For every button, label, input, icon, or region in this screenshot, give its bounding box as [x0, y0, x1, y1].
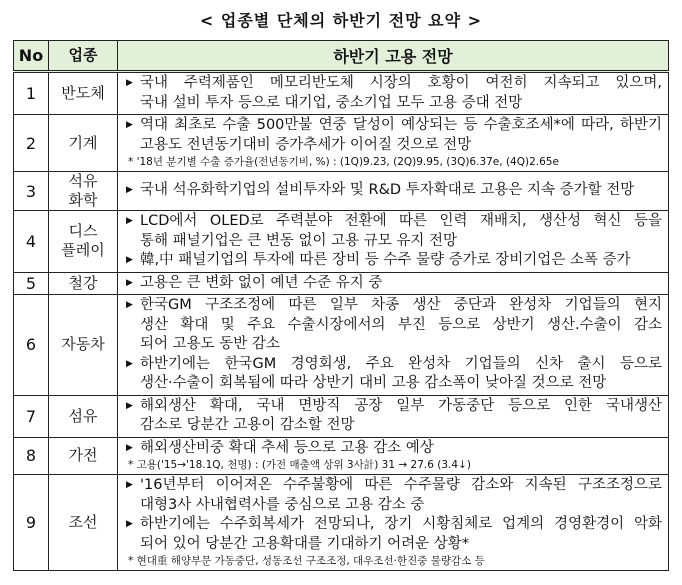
bullet-item: [124, 439, 662, 459]
industry-name-part: 자동차: [61, 335, 105, 354]
industry-cell: [49, 211, 118, 273]
bullet-line: 역대 최초로 수출 500만불 연중 달성이 예상되는 등 수출호조세*에 따라, 하반기: [140, 117, 662, 133]
row-number: 8: [14, 437, 49, 475]
bullet-line: 생산 확대 및 주요 수출시장에서의 부진 등으로 상반기 생산.수출이 감소: [140, 316, 662, 333]
industry-name-part: 기계: [68, 133, 98, 152]
table-row: [14, 295, 669, 396]
industry-cell: [49, 172, 118, 211]
bullet-line: 국내 설비 투자 등으로 대기업, 중소기업 모두 고용 증대 전망: [140, 94, 523, 111]
bullet-icon: ▶: [126, 519, 133, 529]
bullet-line: 한국GM 구조조정에 따른 일부 차종 생산 중단과 완성차 기업들의 현지: [140, 297, 662, 313]
header-outlook: 하반기 고용 전망: [118, 41, 669, 72]
bullet-line: 생산·수출이 회복됨에 따라 상반기 대비 고용 감소폭이 낮아질 것으로 전망: [140, 375, 607, 391]
outlook-cell: [118, 437, 669, 475]
bullet-line: 고용도 전년동기대비 증가추세가 이어질 것으로 전망: [140, 136, 472, 153]
table-row: [14, 211, 669, 273]
industry-cell: [49, 295, 118, 396]
page-title: < 업종별 단체의 하반기 전망 요약 >: [199, 11, 483, 30]
bullet-line: 국내 석유화학기업의 설비투자와 및 R&D 투자확대로 고용은 지속 증가할 전망: [140, 182, 635, 199]
row-number: 5: [14, 272, 49, 295]
bullet-line: 해외생산 확대, 국내 면방직 공장 일부 가동중단 등으로 인한 국내생산: [140, 397, 662, 414]
header-no: No: [14, 41, 49, 72]
bullet-icon: ▶: [126, 185, 133, 196]
row-number: 2: [14, 115, 49, 172]
table-row: [14, 115, 669, 172]
outlook-table: [13, 40, 669, 571]
outlook-cell: [118, 475, 669, 571]
outlook-cell: [118, 172, 669, 211]
bullet-item: [124, 74, 662, 113]
industry-name-part: 디스: [68, 222, 98, 241]
table-row: [14, 72, 669, 115]
footnote: * '18년 분기별 수출 증가율(전년동기비, %) : (1Q)9.23, (2Q)9.95, (3Q)6.37e, (4Q)2.65e: [128, 156, 559, 168]
bullet-item: [124, 476, 662, 515]
industry-cell: [49, 115, 118, 172]
bullet-item: [124, 212, 662, 251]
table-row: [14, 437, 669, 475]
bullet-line: 국내 주력제품인 메모리반도체 시장의 호황이 여전히 지속되고 있으며,: [140, 75, 662, 91]
bullet-line: 대형3사 사내협력사를 중심으로 고용 감소 중: [140, 496, 425, 513]
bullet-line: 감소로 당분간 고용이 감소할 전망: [140, 417, 355, 433]
outlook-cell: [118, 115, 669, 172]
bullet-line: 되어 고용도 동반 감소: [140, 336, 280, 352]
industry-name-part: 반도체: [61, 84, 105, 102]
outlook-cell: [118, 295, 669, 396]
bullet-item: [124, 116, 662, 155]
bullet-line: 하반기에는 수주회복세가 전망되나, 장기 시황침체로 업계의 경영환경이 악화: [140, 516, 662, 532]
table-row: [14, 272, 669, 295]
bullet-line: 통해 패널기업은 큰 변동 없이 고용 규모 유지 전망: [140, 232, 458, 249]
bullet-icon: ▶: [126, 300, 133, 310]
row-number: 6: [14, 295, 49, 396]
outlook-cell: [118, 272, 669, 295]
bullet-line: 되어 있어 당분간 고용확대를 기대하기 어려운 상황*: [140, 535, 470, 552]
bullet-line: '16년부터 이어져온 수주불황에 따른 수주물량 감소와 지속된 구조조정으로: [140, 477, 662, 493]
industry-name-part: 철강: [68, 273, 98, 292]
outlook-cell: [118, 72, 669, 115]
table-row: [14, 475, 669, 571]
industry-name-part: 플레이: [61, 241, 105, 260]
bullet-line: 하반기에는 한국GM 경영회생, 주요 완성차 기업들의 신차 출시 등으로: [140, 355, 662, 372]
industry-cell: [49, 272, 118, 295]
footnote: * 현대重 해양부문 가동중단, 성동조선 구조조정, 대우조선·한진중 물량감소 등: [128, 555, 485, 567]
bullet-item: [124, 274, 662, 294]
bullet-line: 해외생산비중 확대 추세 등으로 고용 감소 예상: [140, 439, 434, 456]
industry-name-part: 섬유: [68, 406, 98, 425]
bullet-item: [124, 355, 662, 394]
row-number: 7: [14, 395, 49, 437]
industry-name-part: 조선: [68, 513, 98, 531]
bullet-icon: ▶: [126, 480, 133, 490]
row-number: 3: [14, 172, 49, 211]
bullet-icon: ▶: [126, 120, 133, 130]
bullet-line: LCD에서 OLED로 주력분야 전환에 따른 인력 재배치, 생산성 혁신 등을: [140, 213, 662, 229]
bullet-item: [124, 296, 662, 355]
row-number: 9: [14, 475, 49, 571]
header-industry: 업종: [49, 41, 118, 72]
bullet-icon: ▶: [126, 277, 133, 288]
bullet-item: [124, 181, 662, 201]
bullet-icon: ▶: [126, 442, 133, 453]
industry-cell: [49, 437, 118, 475]
table-row: [14, 172, 669, 211]
footnote: * 고용('15→'18.1Q, 천명) : (가전 매출액 상위 3사計) 31 → 27.6 (3.4↓): [128, 459, 471, 471]
outlook-cell: [118, 395, 669, 437]
industry-cell: [49, 72, 118, 115]
bullet-icon: ▶: [126, 255, 133, 265]
industry-cell: [49, 395, 118, 437]
bullet-icon: ▶: [126, 216, 133, 226]
bullet-item: [124, 515, 662, 554]
bullet-icon: ▶: [126, 78, 133, 88]
bullet-item: [124, 397, 662, 436]
table-row: [14, 395, 669, 437]
bullet-icon: ▶: [126, 358, 133, 369]
bullet-item: [124, 251, 662, 271]
industry-cell: [49, 475, 118, 571]
industry-name-part: 가전: [68, 446, 98, 465]
industry-name-part: 석유: [68, 172, 98, 190]
row-number: 4: [14, 211, 49, 273]
bullet-icon: ▶: [126, 400, 133, 411]
outlook-cell: [118, 211, 669, 273]
bullet-line: 韓,中 패널기업의 투자에 따른 장비 등 수주 물량 증가로 장비기업은 소폭 증가: [140, 252, 631, 268]
industry-name-part: 화학: [68, 191, 98, 209]
bullet-line: 고용은 큰 변화 없이 예년 수준 유지 중: [140, 274, 383, 291]
row-number: 1: [14, 72, 49, 115]
